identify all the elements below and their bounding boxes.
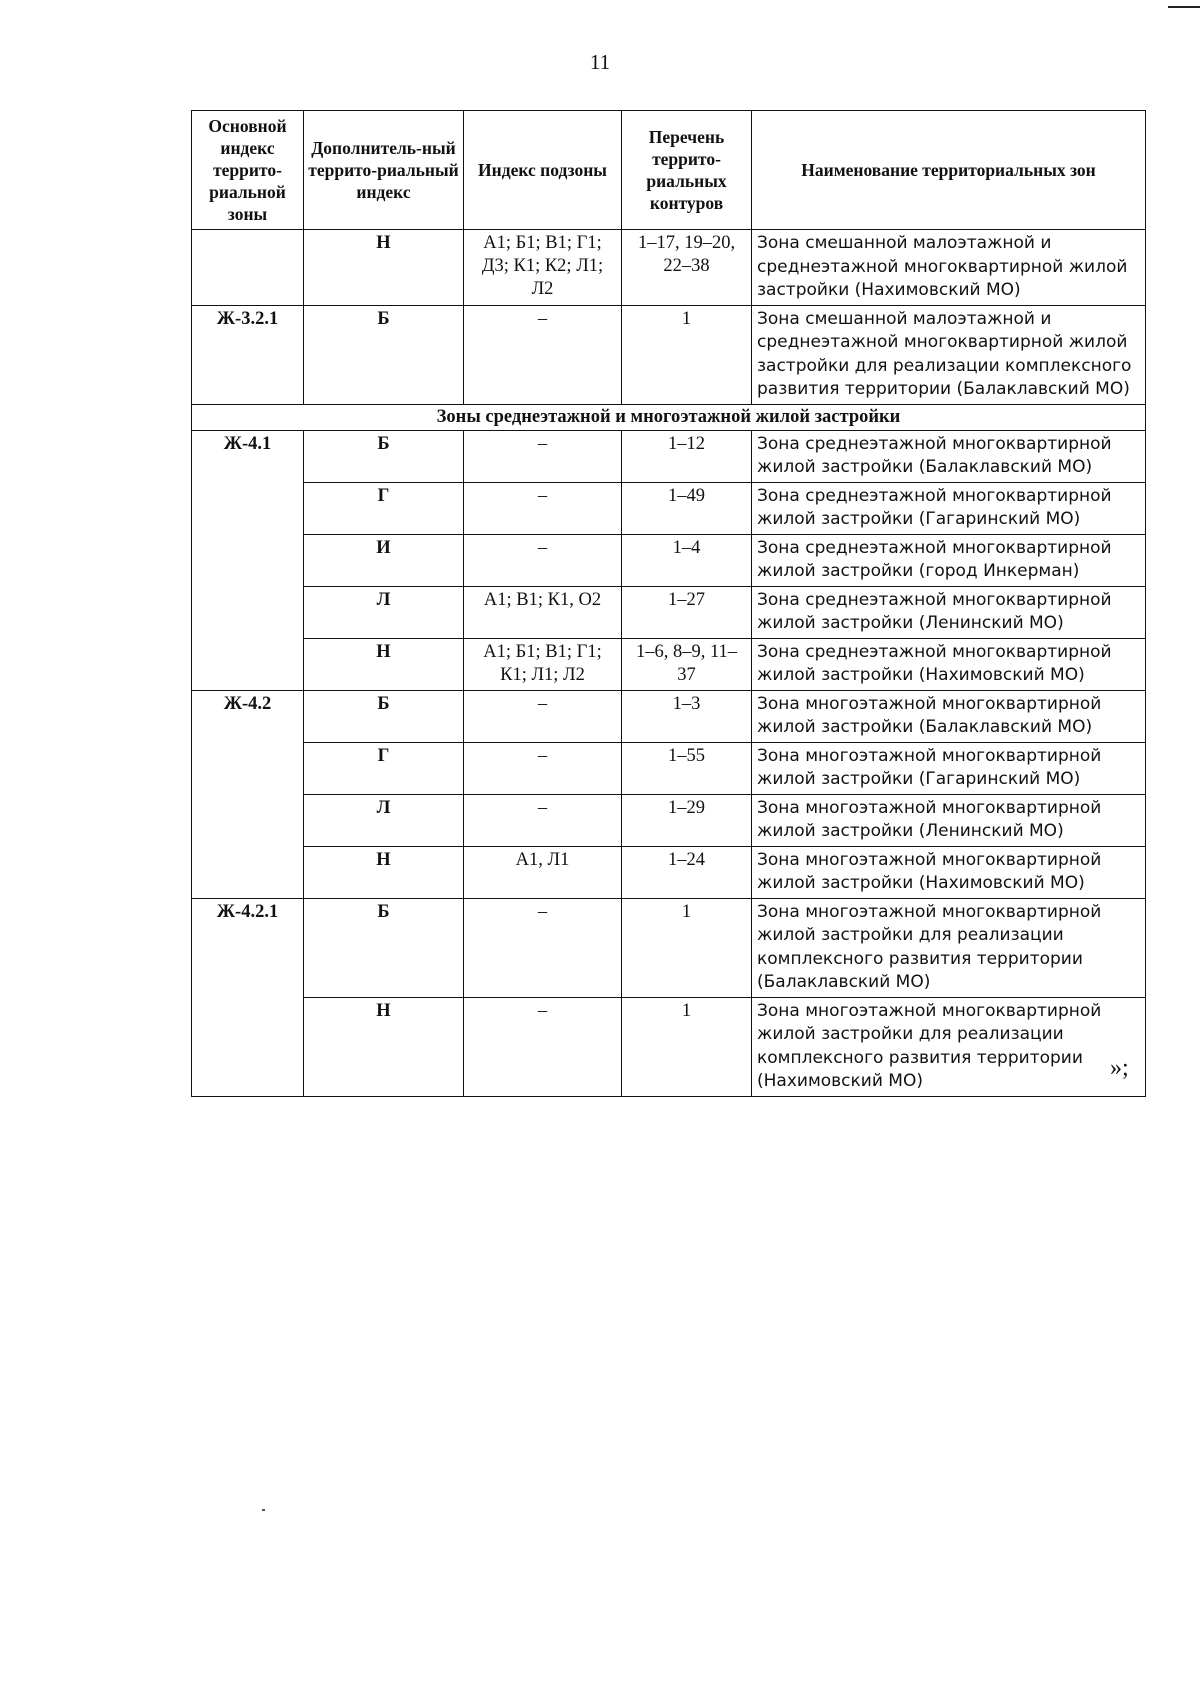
section-heading-row — [192, 404, 1146, 430]
subzone-index-cell: А1; Б1; В1; Г1; Д3; К1; К2; Л1; Л2 — [464, 230, 622, 306]
table-row — [192, 638, 1146, 690]
table-row — [192, 534, 1146, 586]
contours-cell: 1–4 — [622, 534, 752, 586]
additional-index-cell: Л — [304, 586, 464, 638]
subzone-index-cell: – — [464, 742, 622, 794]
additional-index-cell: Б — [304, 690, 464, 742]
contours-cell: 1–24 — [622, 846, 752, 898]
table-row — [192, 482, 1146, 534]
subzone-index-cell: – — [464, 794, 622, 846]
subzone-index-cell: – — [464, 430, 622, 482]
additional-index-cell: Н — [304, 638, 464, 690]
section-heading: Зоны среднеэтажной и многоэтажной жилой застройки — [192, 404, 1146, 430]
main-index-cell — [192, 742, 304, 794]
corner-scan-mark — [1168, 6, 1200, 8]
zone-name-cell: Зона многоэтажной многоквартирной жилой застройки для реализации комплексного развития территории (Балаклавский МО) — [752, 898, 1146, 997]
table-row — [192, 997, 1146, 1096]
table-row — [192, 898, 1146, 997]
territorial-zones-table — [191, 110, 1146, 1097]
header-main-index: Основной индекс террито-риальной зоны — [192, 111, 304, 230]
subzone-index-cell: А1; Б1; В1; Г1; К1; Л1; Л2 — [464, 638, 622, 690]
additional-index-cell: И — [304, 534, 464, 586]
contours-cell: 1–12 — [622, 430, 752, 482]
table-row — [192, 586, 1146, 638]
contours-cell: 1 — [622, 898, 752, 997]
header-zone-name: Наименование территориальных зон — [752, 111, 1146, 230]
zone-name-cell: Зона смешанной малоэтажной и среднеэтажной многоквартирной жилой застройки для реализации комплексного развития территории (Балаклавский МО) — [752, 305, 1146, 404]
zone-name-cell: Зона смешанной малоэтажной и среднеэтажной многоквартирной жилой застройки (Нахимовский МО) — [752, 230, 1146, 306]
additional-index-cell: Г — [304, 482, 464, 534]
main-index-cell: Ж-4.1 — [192, 430, 304, 482]
zone-name-cell: Зона среднеэтажной многоквартирной жилой застройки (Нахимовский МО) — [752, 638, 1146, 690]
main-index-cell — [192, 997, 304, 1096]
table-header-row — [192, 111, 1146, 230]
subzone-index-cell: – — [464, 482, 622, 534]
zone-name-cell: Зона многоэтажной многоквартирной жилой застройки (Гагаринский МО) — [752, 742, 1146, 794]
main-index-cell — [192, 638, 304, 690]
contours-cell: 1–49 — [622, 482, 752, 534]
contours-cell: 1 — [622, 997, 752, 1096]
contours-cell: 1–29 — [622, 794, 752, 846]
main-index-cell: Ж-3.2.1 — [192, 305, 304, 404]
additional-index-cell: Б — [304, 898, 464, 997]
table-row — [192, 230, 1146, 306]
header-subzone-index: Индекс подзоны — [464, 111, 622, 230]
main-index-cell: Ж-4.2 — [192, 690, 304, 742]
table-row — [192, 305, 1146, 404]
subzone-index-cell: – — [464, 898, 622, 997]
main-index-cell — [192, 534, 304, 586]
subzone-index-cell: – — [464, 534, 622, 586]
table-row — [192, 430, 1146, 482]
contours-cell: 1 — [622, 305, 752, 404]
table-row — [192, 794, 1146, 846]
main-index-cell: Ж-4.2.1 — [192, 898, 304, 997]
main-index-cell — [192, 482, 304, 534]
additional-index-cell: Л — [304, 794, 464, 846]
header-additional-index: Дополнитель-ный террито-риальный индекс — [304, 111, 464, 230]
page-number: 11 — [589, 50, 611, 74]
zone-name-cell: Зона многоэтажной многоквартирной жилой застройки для реализации комплексного развития территории (Нахимовский МО) — [752, 997, 1146, 1096]
subzone-index-cell: – — [464, 305, 622, 404]
contours-cell: 1–6, 8–9, 11–37 — [622, 638, 752, 690]
zone-name-cell: Зона среднеэтажной многоквартирной жилой застройки (город Инкерман) — [752, 534, 1146, 586]
contours-cell: 1–17, 19–20, 22–38 — [622, 230, 752, 306]
table-row — [192, 742, 1146, 794]
zone-name-cell: Зона многоэтажной многоквартирной жилой застройки (Нахимовский МО) — [752, 846, 1146, 898]
additional-index-cell: Г — [304, 742, 464, 794]
zone-name-cell: Зона среднеэтажной многоквартирной жилой застройки (Балаклавский МО) — [752, 430, 1146, 482]
contours-cell: 1–55 — [622, 742, 752, 794]
main-index-cell — [192, 586, 304, 638]
zone-name-cell: Зона многоэтажной многоквартирной жилой застройки (Балаклавский МО) — [752, 690, 1146, 742]
scan-speck — [262, 1509, 265, 1511]
additional-index-cell: Б — [304, 305, 464, 404]
header-contours: Перечень террито-риальных контуров — [622, 111, 752, 230]
additional-index-cell: Б — [304, 430, 464, 482]
contours-cell: 1–27 — [622, 586, 752, 638]
contours-cell: 1–3 — [622, 690, 752, 742]
main-index-cell — [192, 846, 304, 898]
additional-index-cell: Н — [304, 846, 464, 898]
subzone-index-cell: – — [464, 690, 622, 742]
additional-index-cell: Н — [304, 997, 464, 1096]
table-row — [192, 690, 1146, 742]
zone-name-cell: Зона среднеэтажной многоквартирной жилой застройки (Ленинский МО) — [752, 586, 1146, 638]
zone-name-cell: Зона многоэтажной многоквартирной жилой застройки (Ленинский МО) — [752, 794, 1146, 846]
closing-quote-mark: »; — [1110, 1055, 1129, 1081]
table-row — [192, 846, 1146, 898]
main-index-cell — [192, 794, 304, 846]
subzone-index-cell: – — [464, 997, 622, 1096]
subzone-index-cell: А1, Л1 — [464, 846, 622, 898]
main-index-cell — [192, 230, 304, 306]
zone-name-cell: Зона среднеэтажной многоквартирной жилой застройки (Гагаринский МО) — [752, 482, 1146, 534]
additional-index-cell: Н — [304, 230, 464, 306]
subzone-index-cell: А1; В1; К1, О2 — [464, 586, 622, 638]
